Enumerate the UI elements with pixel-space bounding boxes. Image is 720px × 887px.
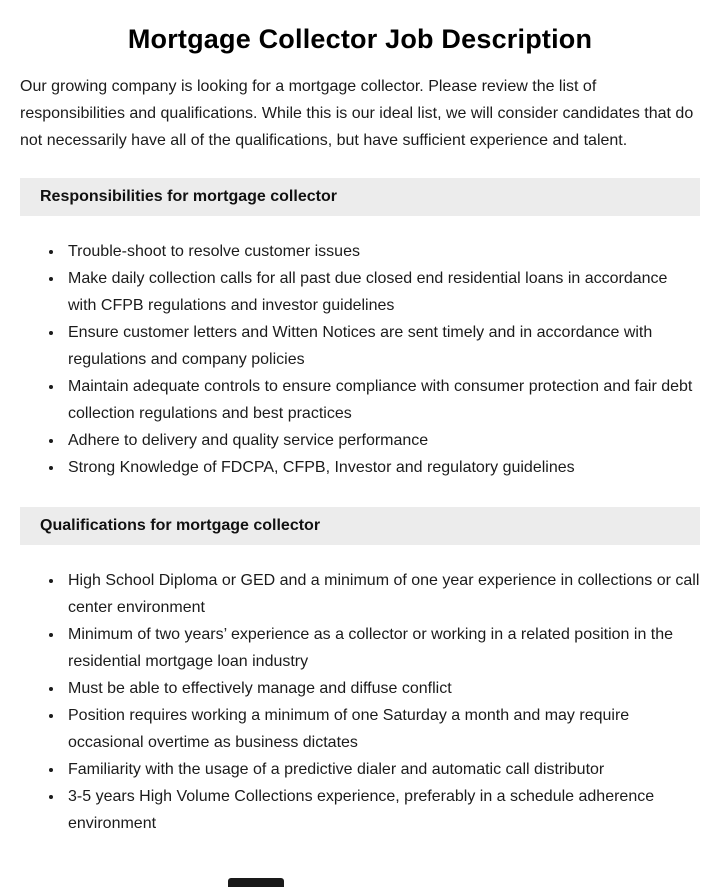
list-item: • Make daily collection calls for all past due closed end residential loans in accordance with CFPB regulations and investor guidelines [64, 265, 700, 319]
qualifications-section-header: Qualifications for mortgage collector [20, 507, 700, 545]
responsibilities-list [20, 238, 700, 481]
qualifications-list [20, 567, 700, 837]
list-item: • High School Diploma or GED and a minimum of one year experience in collections or call center environment [64, 567, 700, 621]
responsibilities-section-header: Responsibilities for mortgage collector [20, 178, 700, 216]
page-title: Mortgage Collector Job Description [127, 24, 593, 54]
list-item: • Trouble-shoot to resolve customer issues [64, 238, 700, 265]
list-item: • Ensure customer letters and Witten Notices are sent timely and in accordance with regulations and company policies [64, 319, 700, 373]
list-item: • Strong Knowledge of FDCPA, CFPB, Investor and regulatory guidelines [64, 454, 700, 481]
list-item: • Position requires working a minimum of one Saturday a month and may require occasional overtime as business dictates [64, 702, 700, 756]
list-item: • Minimum of two years’ experience as a collector or working in a related position in the residential mortgage loan industry [64, 621, 700, 675]
list-item: • Adhere to delivery and quality service performance [64, 427, 700, 454]
list-item: • 3-5 years High Volume Collections experience, preferably in a schedule adherence environment [64, 783, 700, 837]
list-item: • Maintain adequate controls to ensure compliance with consumer protection and fair debt collection regulations and best practices [64, 373, 700, 427]
list-item: • Must be able to effectively manage and diffuse conflict [64, 675, 700, 702]
job-description-page [0, 24, 720, 837]
cut-off-element [228, 878, 284, 887]
list-item: • Familiarity with the usage of a predictive dialer and automatic call distributor [64, 756, 700, 783]
intro-paragraph: Our growing company is looking for a mortgage collector. Please review the list of responsibilities and qualifications. While this is our ideal list, we will consider candidates that do not necessarily have all of the qualifications, but have sufficient experience and talent. [20, 78, 694, 149]
